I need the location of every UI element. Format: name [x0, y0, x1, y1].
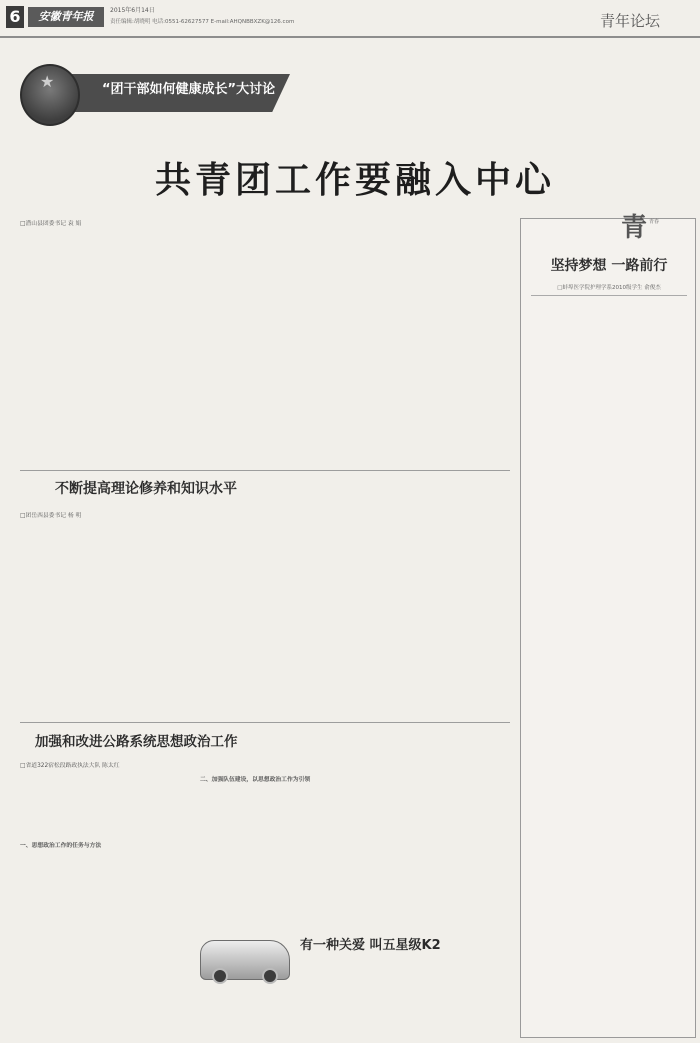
section-name: 青年论坛 [600, 12, 661, 30]
wheel-icon [262, 968, 278, 984]
ad-title: 有一种关爱 叫五星级K2 [300, 938, 441, 953]
article3-subheading: 一、思想政治工作的任务与方法 [20, 843, 102, 849]
star-icon: ★ [40, 72, 55, 91]
wheel-icon [212, 968, 228, 984]
sidebar-title: 坚持梦想 一路前行 [550, 258, 668, 274]
header-rule [0, 36, 700, 38]
article3-body-cont [200, 760, 510, 925]
page-header [0, 0, 700, 40]
article2-byline: □团岳西县委书记 杨 明 [20, 513, 82, 519]
article3-byline: □省道322宿松段路政执法大队 陈太红 [20, 763, 120, 769]
article3-body-col1 [20, 772, 190, 840]
main-headline: 共青团工作要融入中心 [154, 160, 555, 201]
newspaper-name: 安徽青年报 [28, 7, 104, 27]
car-advertisement [200, 932, 510, 1032]
section-divider [20, 722, 510, 723]
page-number: 6 [6, 6, 24, 28]
banner-title: “团干部如何健康成长”大讨论 [102, 82, 276, 97]
sidebar-body [531, 303, 687, 1031]
sidebar-rule [531, 295, 687, 296]
article2-body [20, 522, 510, 717]
editor-contact-info: 责任编辑:胡晓明 电话:0551-62627577 E-mail:AHQNBBXZK@126.com [110, 19, 295, 25]
main-article-body [20, 230, 510, 460]
sidebar-byline: □蚌埠医学院护理学系2010级学生 俞俊杰 [557, 285, 661, 291]
banner-intro [300, 60, 690, 132]
ad-body [300, 956, 510, 1032]
article3-subheading: 二、加强队伍建设，以思想政治工作为引领 [200, 774, 310, 783]
discussion-banner [20, 60, 290, 132]
issue-date: 2015年6月14日 [110, 7, 155, 14]
column-mark-sub: 青春 [649, 219, 660, 225]
article2-title: 不断提高理论修养和知识水平 [55, 481, 237, 497]
article3-title: 加强和改进公路系统思想政治工作 [35, 734, 238, 750]
article3-body-col1-cont [20, 932, 190, 1036]
section-divider [20, 470, 510, 471]
main-article-byline: □潜山县团委书记 袁 娟 [20, 221, 82, 227]
sidebar-column [520, 213, 696, 1038]
column-mark: 青 [621, 213, 648, 243]
